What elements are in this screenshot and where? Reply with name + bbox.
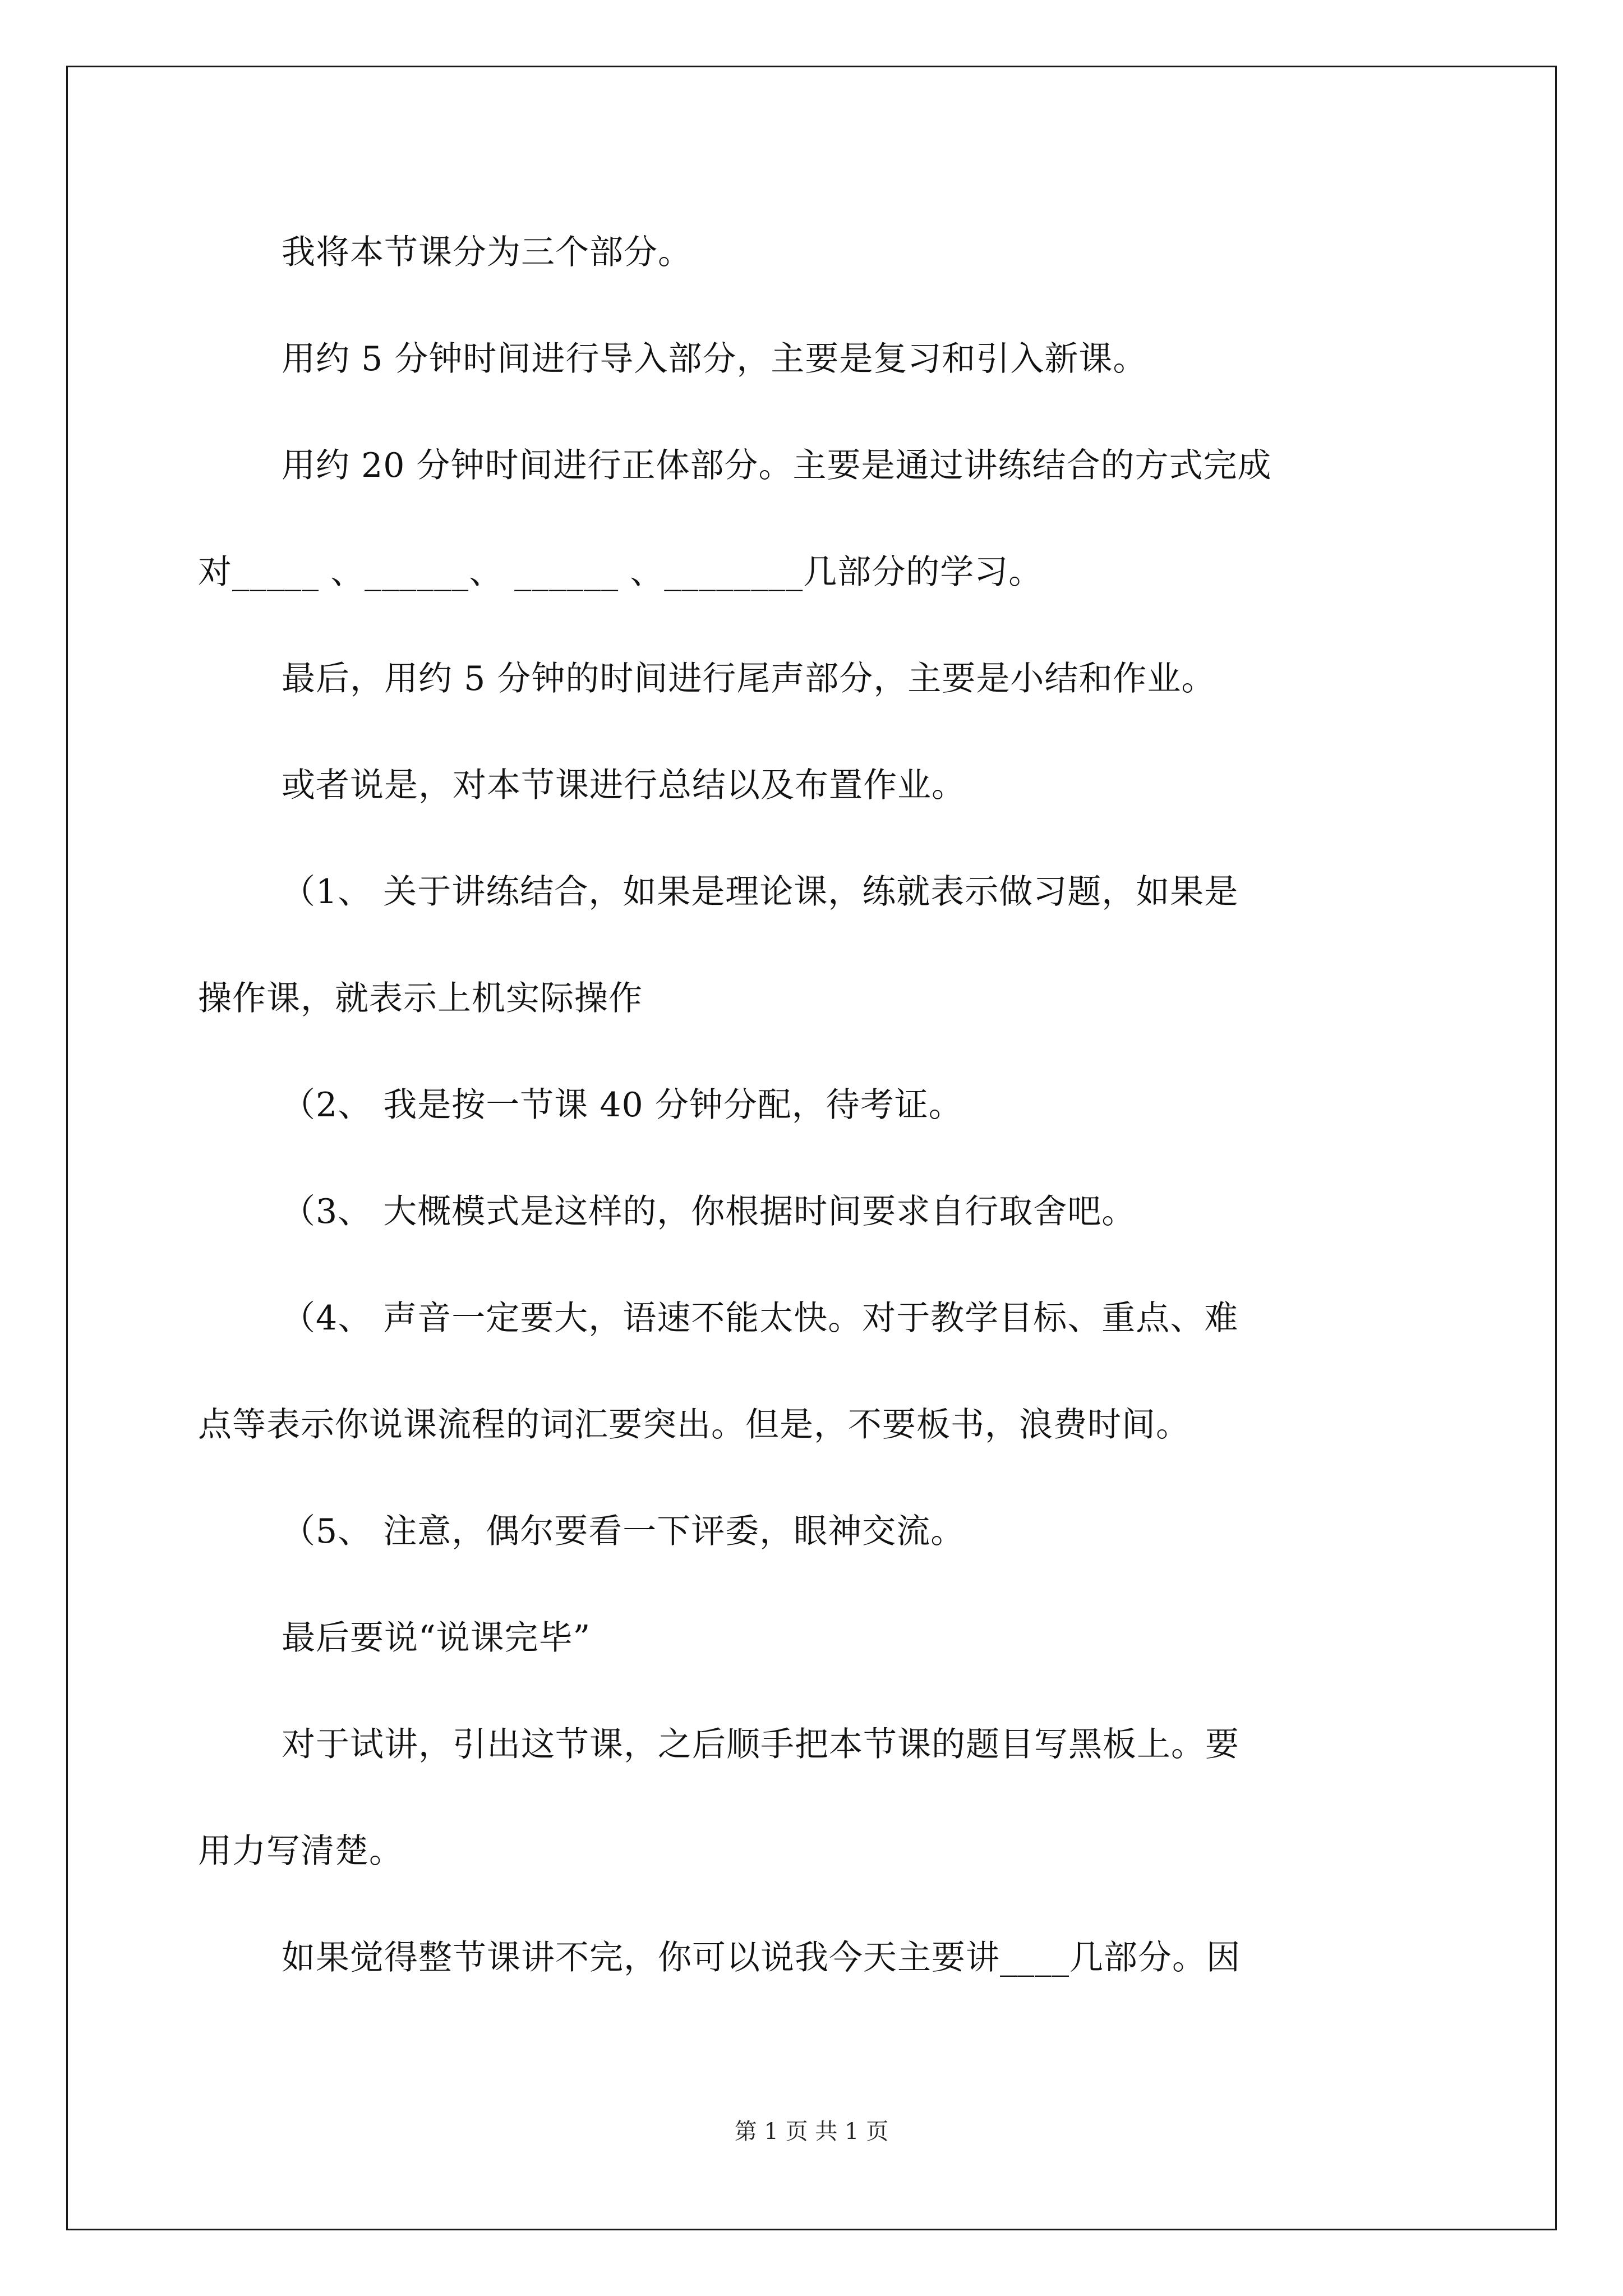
note-2: （2、 我是按一节课 40 分钟分配，待考证。: [282, 1085, 963, 1125]
note-4-cont: 点等表示你说课流程的词汇要突出。但是，不要板书，浪费时间。: [198, 1405, 1190, 1444]
paragraph-lead-in: 用约 5 分钟时间进行导入部分，主要是复习和引入新课。: [282, 339, 1147, 379]
page-number-footer: 第 1 页 共 1 页: [734, 2119, 889, 2145]
paragraph-trial-lecture-cont: 用力写清楚。: [198, 1832, 403, 1871]
paragraph-ending: 最后，用约 5 分钟的时间进行尾声部分，主要是小结和作业。: [282, 659, 1216, 698]
page-border: [66, 66, 1557, 2230]
paragraph-main-part: 用约 20 分钟时间进行正体部分。主要是通过讲练结合的方式完成: [282, 446, 1272, 485]
note-4: （4、 声音一定要大，语速不能太快。对于教学目标、重点、难: [282, 1299, 1239, 1338]
paragraph-main-part-cont: 对_____ 、______、 ______ 、________几部分的学习。: [198, 553, 1043, 592]
paragraph-incomplete-lecture: 如果觉得整节课讲不完，你可以说我今天主要讲____几部分。因: [282, 1938, 1241, 1977]
note-3: （3、 大概模式是这样的，你根据时间要求自行取舍吧。: [282, 1192, 1136, 1231]
paragraph-intro: 我将本节课分为三个部分。: [282, 233, 692, 272]
note-1-cont: 操作课，就表示上机实际操作: [198, 979, 643, 1018]
note-5: （5、 注意，偶尔要看一下评委，眼神交流。: [282, 1512, 965, 1551]
paragraph-closing-phrase: 最后要说“说课完毕”: [282, 1618, 591, 1658]
note-1: （1、 关于讲练结合，如果是理论课，练就表示做习题，如果是: [282, 872, 1239, 912]
paragraph-trial-lecture: 对于试讲，引出这节课，之后顺手把本节课的题目写黑板上。要: [282, 1725, 1239, 1764]
paragraph-summary: 或者说是，对本节课进行总结以及布置作业。: [282, 766, 966, 805]
